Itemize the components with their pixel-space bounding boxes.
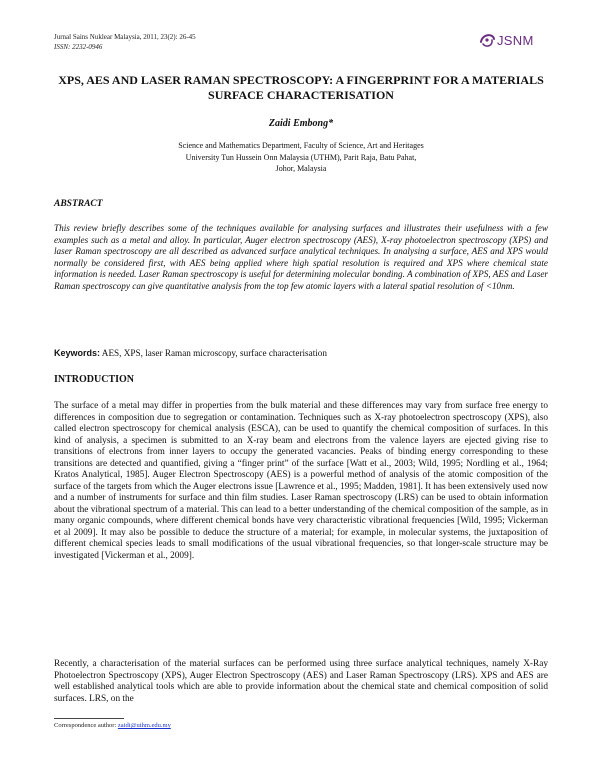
issn: ISSN: 2232-0946 [54, 43, 103, 51]
keywords [54, 348, 548, 358]
abstract-heading: ABSTRACT [54, 199, 103, 209]
introduction-heading: INTRODUCTION [54, 374, 135, 385]
correspondence-label: Correspondence author: [54, 722, 118, 729]
correspondence-email-link[interactable]: zaidi@uthm.edu.my [117, 722, 171, 729]
affiliation-line: Science and Mathematics Department, Faculty of Science, Art and Heritages [178, 141, 424, 150]
abstract-text: This review briefly describes some of the techniques available for analysing surfaces and illustrates their usefulness with a few examples such as a metal and alloy. In particular, Auger electron spectroscopy (AES), X-ray photoelectron spectroscopy (XPS) and laser Raman spectroscopy are all described as advanced surface analytical techniques. In analysing a surface, AES and XPS would normally be considered first, with AES being applied where high spatial resolution is required and XPS where chemical state information is needed. Laser Raman spectroscopy is useful for determining molecular bonding. A combination of XPS, AES and Laser Raman spectroscopy can give quantitative analysis from the top few atomic layers with a lateral spatial resolution of <10nm. [54, 223, 548, 291]
jsnm-swirl-icon [478, 30, 498, 50]
journal-logo [478, 30, 548, 50]
keywords-label: Keywords: [54, 348, 101, 358]
affiliation [54, 140, 548, 175]
introduction-paragraph-1: The surface of a metal may differ in properties from the bulk material and these differences may vary from surface free energy to differences in composition due to segregation or contamination. Techniques such as X-ray photoelectron spectroscopy (XPS), also called electron spectroscopy for chemical analysis (ESCA), can be used to quantify the chemical composition of surfaces. In this kind of analysis, a specimen is submitted to an X-ray beam and electrons from the valence layers are ejected giving rise to transitions of electrons from inner layers to occupy the generated vacancies. Peaks of binding energy corresponding to these transitions are detected and quantified, giving a “finger print” of the surface [Watt et al., 2003; Wild, 1995; Nordling et al., 1964; Kratos Analytical, 1985]. Auger Electron Spectroscopy (AES) is a powerful method of analysis of the atomic composition of the surface of the targets from which the Auger electrons issue [Lawrence et al., 1995; Madden, 1981]. It has been extensively used now and a number of instruments for surface and thin film studies. Laser Raman spectroscopy (LRS) can be used to obtain information about the vibrational spectrum of a material. This can lead to a better understanding of the chemical composition of the sample, as in many organic compounds, where different chemical bonds have very characteristic vibrational frequencies [Wild, 1995; Vickerman et al 2009]. It may also be possible to deduce the structure of a material; for example, in molecular systems, the juxtaposition of different chemical species leads to small modifications of the usual vibrational frequencies, so that longer-scale structure may be investigated [Vickerman et al., 2009]. [54, 401, 548, 561]
introduction-paragraph-2: Recently, a characterisation of the material surfaces can be performed using three surface analytical techniques, namely X-Ray Photoelectron Spectroscopy (XPS), Auger Electron Spectroscopy (AES) and Laser Raman Spectroscopy (LRS). XPS and AES are well established analytical tools which are able to provide information about the chemical state and chemical composition of solid surfaces. LRS, on the [54, 659, 548, 704]
journal-line: Jurnal Sains Nuklear Malaysia, 2011, 23(2): 26-45 [54, 33, 196, 41]
journal-citation [54, 32, 196, 52]
author-name: Zaidi Embong* [268, 118, 334, 129]
correspondence-note [54, 722, 171, 729]
affiliation-line: University Tun Hussein Onn Malaysia (UTHM), Parit Raja, Batu Pahat, [185, 152, 417, 162]
footnote-rule [54, 718, 124, 719]
affiliation-line: Johor, Malaysia [275, 164, 327, 173]
logo-text: JSNM [497, 33, 534, 48]
keywords-text: AES, XPS, laser Raman microscopy, surface characterisation [100, 348, 327, 358]
paper-title: XPS, AES AND LASER RAMAN SPECTROSCOPY: A FINGERPRINT FOR A MATERIALS SURFACE CHARACTERISATION [58, 73, 544, 102]
